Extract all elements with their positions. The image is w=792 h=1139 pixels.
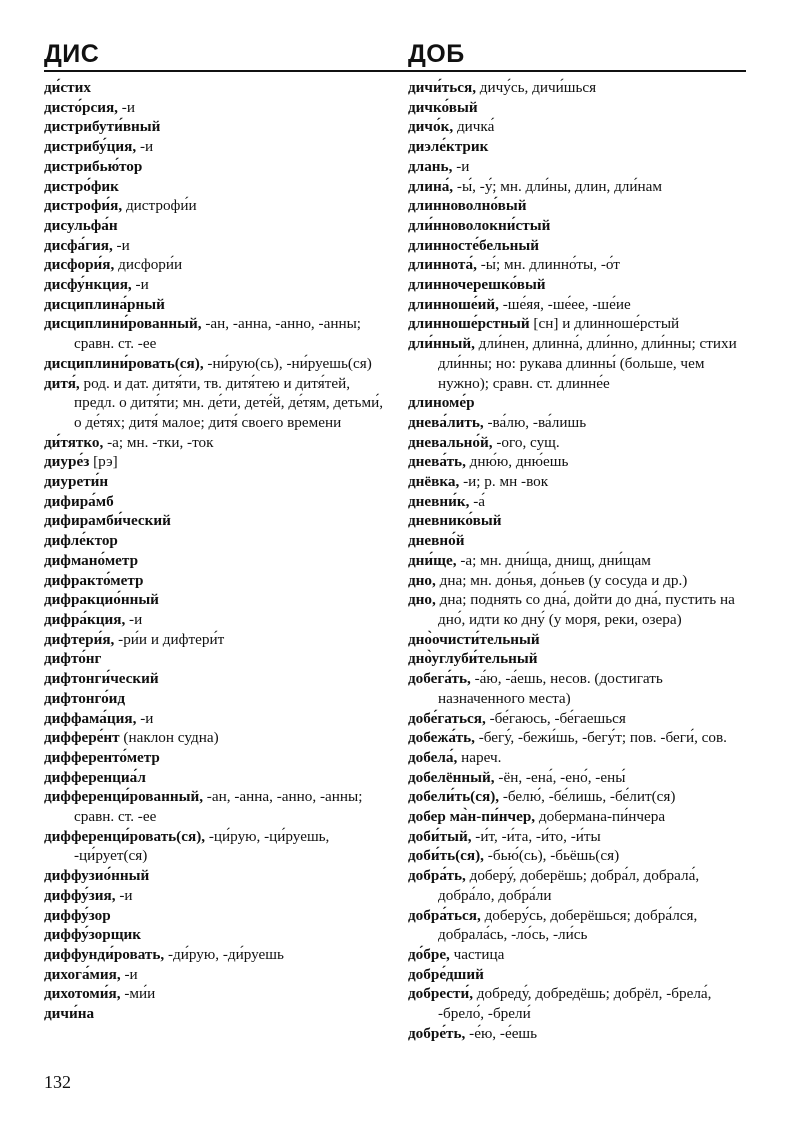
dictionary-entry bbox=[408, 531, 746, 551]
entry-text: -а́ю, -а́ешь, несов. (достигать назначенного места) bbox=[438, 670, 663, 707]
dictionary-entry bbox=[44, 787, 390, 826]
dictionary-entry bbox=[408, 866, 746, 905]
dictionary-entry bbox=[408, 827, 746, 847]
entry-text: -ми́и bbox=[120, 985, 156, 1003]
dictionary-entry bbox=[408, 571, 746, 591]
dictionary-entry bbox=[44, 177, 390, 197]
headword: дифто́нг bbox=[44, 650, 102, 668]
dictionary-entry bbox=[44, 689, 390, 709]
dictionary-entry bbox=[408, 452, 746, 472]
dictionary-entry bbox=[44, 117, 390, 137]
headword: добрести́, bbox=[408, 985, 473, 1003]
headword: добре́ть, bbox=[408, 1024, 466, 1042]
dictionary-entry bbox=[44, 768, 390, 788]
dictionary-entry bbox=[408, 748, 746, 768]
headword: дичи́на bbox=[44, 1005, 95, 1023]
headword: диффу́зорщик bbox=[44, 926, 142, 944]
dictionary-entry bbox=[44, 551, 390, 571]
entry-text: (наклон судна) bbox=[119, 729, 219, 747]
headword: дичо́к, bbox=[408, 118, 454, 136]
headword: дистрибью́тор bbox=[44, 157, 143, 175]
entry-text: дна; мн. до́нья, до́ньев (у сосуда и др.) bbox=[435, 571, 688, 589]
headword: дно̀очисти́тельный bbox=[408, 630, 540, 648]
dictionary-entry bbox=[44, 630, 390, 650]
entry-text: -и bbox=[131, 276, 149, 294]
page-number: 132 bbox=[44, 1072, 71, 1092]
entry-text: нареч. bbox=[457, 748, 502, 766]
dictionary-entry bbox=[44, 452, 390, 472]
dictionary-entry bbox=[408, 413, 746, 433]
headword: дифракцио́нный bbox=[44, 591, 159, 609]
dictionary-entry bbox=[408, 236, 746, 256]
entry-text: -и bbox=[115, 886, 133, 904]
dictionary-entry bbox=[44, 98, 390, 118]
dictionary-entry bbox=[408, 157, 746, 177]
headword: дисфори́я, bbox=[44, 256, 115, 274]
entry-text: -ы́; мн. длинно́ты, -о́т bbox=[476, 256, 620, 274]
dictionary-entry bbox=[408, 275, 746, 295]
headword: до́бре, bbox=[408, 945, 450, 963]
entry-text: [сн] и длинноше́рстый bbox=[529, 315, 680, 333]
entry-text: -и bbox=[112, 236, 130, 254]
headword: добре́дший bbox=[408, 965, 484, 983]
dictionary-entry bbox=[408, 433, 746, 453]
headword: дневнико́вый bbox=[408, 512, 502, 530]
right-column bbox=[408, 78, 746, 1043]
headword: дисто́рсия, bbox=[44, 98, 118, 116]
dictionary-entry bbox=[44, 275, 390, 295]
dictionary-entry bbox=[44, 255, 390, 275]
headword: диффама́ция, bbox=[44, 709, 137, 727]
entry-text: -и bbox=[136, 709, 154, 727]
headword: доби́ть(ся), bbox=[408, 847, 484, 865]
entry-text: добермана-пи́нчера bbox=[535, 808, 666, 826]
headword: длинноволно́вый bbox=[408, 197, 527, 215]
headword: добежа́ть, bbox=[408, 729, 475, 747]
dictionary-entry bbox=[408, 78, 746, 98]
headword: дни́ще, bbox=[408, 551, 457, 569]
headword: днёвка, bbox=[408, 473, 460, 491]
dictionary-entry bbox=[408, 98, 746, 118]
headword: дифтонго́ид bbox=[44, 689, 126, 707]
headword: дисфа́гия, bbox=[44, 236, 113, 254]
entry-text: -ан, -анна, -анно, -анны; сравн. ст. -ее bbox=[74, 315, 362, 353]
headword: добра́ть, bbox=[408, 867, 466, 885]
headword: добе́гаться, bbox=[408, 709, 486, 727]
headword: дифференциа́л bbox=[44, 768, 146, 786]
entry-text: дна; поднять со дна́, дойти до дна́, пустить на дно́, идти ко дну́ (у моря, реки, озера) bbox=[435, 591, 735, 628]
entry-text: добреду́, добредёшь; добрёл, -брела́, -брело́, -брели́ bbox=[438, 985, 712, 1023]
dictionary-entry bbox=[408, 906, 746, 945]
headword: доби́тый, bbox=[408, 827, 472, 845]
headword: длина́, bbox=[408, 177, 454, 195]
headword: дихотоми́я, bbox=[44, 985, 121, 1003]
dictionary-entry bbox=[408, 669, 746, 708]
dictionary-entry bbox=[44, 354, 390, 374]
entry-text: дичу́сь, дичи́шься bbox=[476, 79, 597, 96]
dictionary-entry bbox=[44, 827, 390, 866]
entry-text: частица bbox=[449, 945, 505, 963]
entry-text: -ы́, -у́; мн. дли́ны, длин, дли́нам bbox=[453, 177, 662, 195]
headword: дихога́мия, bbox=[44, 965, 121, 983]
entry-text: -и bbox=[120, 965, 138, 983]
dictionary-entry bbox=[44, 314, 390, 353]
dictionary-entry bbox=[44, 511, 390, 531]
headword: диффере́нт bbox=[44, 729, 120, 747]
headword: длиннота́, bbox=[408, 256, 477, 274]
dictionary-entry bbox=[408, 196, 746, 216]
dictionary-entry bbox=[408, 945, 746, 965]
dictionary-entry bbox=[408, 137, 746, 157]
headword: диффу́зия, bbox=[44, 886, 116, 904]
entry-text: -и; р. мн -вок bbox=[459, 473, 549, 491]
dictionary-entry bbox=[408, 334, 746, 393]
dictionary-entry bbox=[44, 571, 390, 591]
dictionary-entry bbox=[44, 433, 390, 453]
dictionary-entry bbox=[44, 669, 390, 689]
headword: дистрофи́я, bbox=[44, 197, 123, 215]
entry-text: дли́нен, длинна́, дли́нно, дли́нны; стихи дли́нны; но: рукава длинны́ (больше, чем нужно); сравн. ст. длинне́е bbox=[438, 335, 737, 392]
dictionary-entry bbox=[408, 630, 746, 650]
headword: днева́лить, bbox=[408, 413, 484, 431]
dictionary-entry bbox=[408, 255, 746, 275]
headword: дисциплини́ровать(ся), bbox=[44, 354, 204, 372]
headword: дифле́ктор bbox=[44, 532, 118, 550]
headword: дли́нноволокни́стый bbox=[408, 216, 551, 234]
headword: диурети́н bbox=[44, 473, 109, 491]
dictionary-entry bbox=[408, 649, 746, 669]
dictionary-entry bbox=[44, 728, 390, 748]
dictionary-entry bbox=[44, 984, 390, 1004]
dictionary-entry bbox=[408, 492, 746, 512]
headword: диффунди́ровать, bbox=[44, 945, 165, 963]
entry-text: -ци́рую, -ци́руешь, -ци́рует(ся) bbox=[74, 827, 330, 865]
dictionary-entry bbox=[408, 590, 746, 629]
entry-text: -и́т, -и́та, -и́то, -и́ты bbox=[471, 827, 601, 845]
dictionary-entry bbox=[44, 374, 390, 433]
entry-text: доберу́, доберёшь; добра́л, добрала́, добра́ло, добра́ли bbox=[438, 867, 700, 904]
headword: дичко́вый bbox=[408, 98, 478, 116]
headword: дифтери́я, bbox=[44, 630, 115, 648]
headword: дифференци́ровать(ся), bbox=[44, 827, 206, 845]
dictionary-entry bbox=[408, 768, 746, 788]
dictionary-entry bbox=[408, 1024, 746, 1044]
headword: днева́ть, bbox=[408, 453, 466, 471]
headword: длинноше́рстный bbox=[408, 315, 530, 333]
dictionary-entry bbox=[408, 728, 746, 748]
header-rule bbox=[44, 70, 746, 72]
headword: длинноше́ий, bbox=[408, 295, 499, 313]
dictionary-entry bbox=[408, 216, 746, 236]
entry-text: дичка́ bbox=[453, 118, 495, 136]
dictionary-entry bbox=[44, 590, 390, 610]
dictionary-entry bbox=[408, 511, 746, 531]
dictionary-entry bbox=[408, 551, 746, 571]
headword: дичи́ться, bbox=[408, 79, 476, 96]
entry-text: -бью́(сь), -бьёшь(ся) bbox=[483, 847, 620, 865]
dictionary-entry bbox=[44, 748, 390, 768]
dictionary-entry bbox=[44, 137, 390, 157]
headword: дифракто́метр bbox=[44, 571, 144, 589]
entry-text: -белю́, -бе́лишь, -бе́лит(ся) bbox=[499, 788, 676, 806]
dictionary-entry bbox=[44, 906, 390, 926]
dictionary-entry bbox=[408, 472, 746, 492]
dictionary-entry bbox=[44, 925, 390, 945]
dictionary-entry bbox=[44, 216, 390, 236]
entry-text: -ри́и и дифтери́т bbox=[114, 630, 225, 648]
headword: длинносте́бельный bbox=[408, 236, 540, 254]
headword: дифференци́рованный, bbox=[44, 788, 203, 806]
left-guide-word: ДИС bbox=[44, 40, 100, 68]
dictionary-entry bbox=[44, 649, 390, 669]
dictionary-entry bbox=[44, 945, 390, 965]
headword: дифра́кция, bbox=[44, 610, 126, 628]
running-header bbox=[44, 40, 746, 72]
headword: диффузио́нный bbox=[44, 867, 150, 885]
headword: дифтонги́ческий bbox=[44, 670, 159, 688]
headword: диффу́зор bbox=[44, 906, 111, 924]
entry-text: -ан, -анна, -анно, -анны; сравн. ст. -ее bbox=[74, 788, 363, 826]
headword: длинночерешко́вый bbox=[408, 276, 546, 294]
dictionary-entry bbox=[408, 709, 746, 729]
dictionary-entry bbox=[408, 393, 746, 413]
entry-text: дистрофи́и bbox=[122, 197, 197, 215]
dictionary-entry bbox=[44, 709, 390, 729]
entry-text: -и bbox=[136, 138, 154, 156]
headword: добели́ть(ся), bbox=[408, 788, 500, 806]
dictionary-entry bbox=[44, 295, 390, 315]
headword: добра́ться, bbox=[408, 906, 481, 924]
entry-text: дню́ю, дню́ешь bbox=[465, 453, 569, 471]
entry-text: доберу́сь, доберёшься; добра́лся, добрала́сь, -ло́сь, -ли́сь bbox=[438, 906, 698, 944]
dictionary-entry bbox=[408, 846, 746, 866]
dictionary-entry bbox=[408, 314, 746, 334]
dictionary-entry bbox=[44, 866, 390, 886]
headword: дифирамби́ческий bbox=[44, 512, 171, 530]
headword: дневни́к, bbox=[408, 492, 470, 510]
headword: добела́, bbox=[408, 748, 458, 766]
headword: дисциплини́рованный, bbox=[44, 315, 202, 333]
dictionary-entry bbox=[44, 492, 390, 512]
headword: дно, bbox=[408, 591, 436, 609]
headword: дневно́й bbox=[408, 532, 465, 550]
headword: дно, bbox=[408, 571, 436, 589]
entry-text: -и bbox=[117, 98, 135, 116]
headword: длань, bbox=[408, 157, 453, 175]
entry-text: -и bbox=[452, 157, 470, 175]
dictionary-entry bbox=[44, 610, 390, 630]
headword: дисциплина́рный bbox=[44, 295, 165, 313]
entry-text: род. и дат. дитя́ти, тв. дитя́тею и дитя́тей, предл. о дитя́ти; мн. де́ти, дете́й, де́тям, детьми́, о де́тях; дитя́ малое; дитя́ своего времени bbox=[74, 374, 383, 431]
dictionary-entry bbox=[408, 295, 746, 315]
headword: дли́нный, bbox=[408, 335, 475, 353]
entry-text: -а́ bbox=[469, 492, 486, 510]
dictionary-entry bbox=[44, 965, 390, 985]
headword: диуре́з bbox=[44, 453, 90, 471]
headword: длиноме́р bbox=[408, 394, 475, 412]
entry-text: -ва́лю, -ва́лишь bbox=[483, 413, 587, 431]
dictionary-entry bbox=[44, 78, 390, 98]
entry-text: дисфори́и bbox=[114, 256, 183, 274]
headword: ди́тятко, bbox=[44, 433, 104, 451]
headword: добелённый, bbox=[408, 768, 495, 786]
entry-text: -ше́яя, -ше́ее, -ше́ие bbox=[498, 295, 631, 313]
dictionary-entry bbox=[44, 196, 390, 216]
headword: добега́ть, bbox=[408, 670, 471, 688]
headword: дневально́й, bbox=[408, 433, 493, 451]
headword: ди́стих bbox=[44, 79, 91, 96]
headword: дистро́фик bbox=[44, 177, 119, 195]
dictionary-entry bbox=[408, 984, 746, 1023]
dictionary-entry bbox=[44, 886, 390, 906]
entry-text: -а; мн. дни́ща, днищ, дни́щам bbox=[456, 551, 651, 569]
left-column bbox=[44, 78, 390, 1024]
headword: дистрибути́вный bbox=[44, 118, 161, 136]
headword: дифференто́метр bbox=[44, 748, 160, 766]
headword: дисфу́нкция, bbox=[44, 276, 132, 294]
headword: дифмано́метр bbox=[44, 551, 139, 569]
entry-text: [рэ] bbox=[89, 453, 118, 471]
headword: дисульфа́н bbox=[44, 216, 118, 234]
dictionary-entry bbox=[44, 157, 390, 177]
dictionary-entry bbox=[44, 531, 390, 551]
dictionary-entry bbox=[408, 117, 746, 137]
dictionary-entry bbox=[44, 1004, 390, 1024]
right-guide-word: ДОБ bbox=[408, 40, 465, 68]
dictionary-entry bbox=[408, 807, 746, 827]
entry-text: -ни́рую(сь), -ни́руешь(ся) bbox=[203, 354, 372, 372]
entry-text: -ён, -ена́, -ено́, -ены́ bbox=[494, 768, 626, 786]
dictionary-entry bbox=[44, 472, 390, 492]
dictionary-entry bbox=[44, 236, 390, 256]
headword: дно̀углуби́тельный bbox=[408, 650, 538, 668]
headword: дистрибу́ция, bbox=[44, 138, 137, 156]
dictionary-entry bbox=[408, 787, 746, 807]
entry-text: -бегу́, -бежи́шь, -бегу́т; пов. -беги́, сов. bbox=[474, 729, 727, 747]
headword: дифира́мб bbox=[44, 492, 114, 510]
dictionary-entry bbox=[408, 965, 746, 985]
entry-text: -ого, сущ. bbox=[492, 433, 560, 451]
headword: диэле́ктрик bbox=[408, 138, 489, 156]
headword: добер ма̀н-пи́нчер, bbox=[408, 808, 536, 826]
entry-text: -а; мн. -тки, -ток bbox=[103, 433, 214, 451]
entry-text: -е́ю, -е́ешь bbox=[465, 1024, 538, 1042]
entry-text: -бе́гаюсь, -бе́гаешься bbox=[485, 709, 626, 727]
headword: дитя́, bbox=[44, 374, 80, 392]
entry-text: -ди́рую, -ди́руешь bbox=[164, 945, 284, 963]
entry-text: -и bbox=[125, 610, 143, 628]
dictionary-entry bbox=[408, 177, 746, 197]
